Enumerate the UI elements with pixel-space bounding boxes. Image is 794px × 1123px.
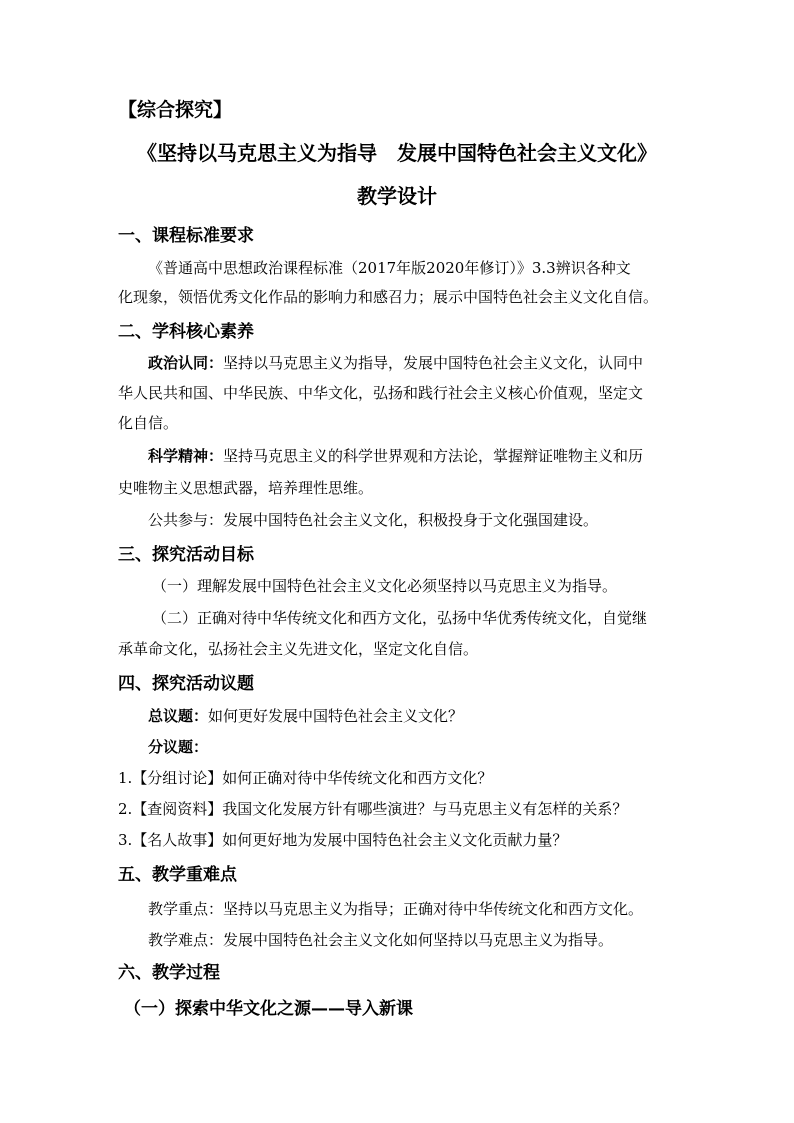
paragraph-line: 承革命文化，弘扬社会主义先进文化，坚定文化自信。 (118, 640, 479, 658)
literacy-label: 科学精神： (148, 447, 224, 465)
topic-total (148, 706, 463, 726)
literacy-item-participation (148, 510, 598, 530)
goal-item-2: （二）正确对待中华传统文化和西方文化，弘扬中华优秀传统文化，自觉继 (152, 609, 648, 627)
topic-sub-label: 分议题： (148, 738, 209, 756)
paragraph-line: 《普通高中思想政治课程标准（2017年版2020年修订）》3.3辨识各种文 (148, 259, 631, 277)
literacy-label: 政治认同： (148, 354, 224, 372)
literacy-text: 发展中国特色社会主义文化，积极投身于文化强国建设。 (223, 511, 599, 529)
subtopic-1: 1.【分组讨论】如何正确对待中华传统文化和西方文化？ (118, 769, 493, 787)
paragraph-line: 华人民共和国、中华民族、中华文化，弘扬和践行社会主义核心价值观，坚定文 (118, 384, 644, 402)
literacy-label: 公共参与： (148, 511, 224, 529)
section-heading-6: 六、教学过程 (118, 963, 220, 983)
process-subheading-1: （一）探索中华文化之源——导入新课 (124, 999, 413, 1019)
literacy-item-political (148, 353, 643, 373)
teaching-hard-point: 教学难点：发展中国特色社会主义文化如何坚持以马克思主义为指导。 (148, 931, 614, 949)
literacy-text: 坚持以马克思主义为指导，发展中国特色社会主义文化，认同中 (223, 354, 644, 372)
section-heading-1: 一、课程标准要求 (118, 226, 254, 246)
doc-title-line1: 《坚持以马克思主义为指导 发展中国特色社会主义文化》 (137, 141, 657, 165)
section-heading-3: 三、探究活动目标 (118, 545, 254, 565)
paragraph-line: 化现象，领悟优秀文化作品的影响力和感召力；展示中国特色社会主义文化自信。 (118, 288, 659, 306)
topic-total-text: 如何更好发展中国特色社会主义文化？ (208, 707, 464, 725)
paragraph-line: 史唯物主义思想武器，培养理性思维。 (118, 479, 374, 497)
section-heading-5: 五、教学重难点 (118, 865, 237, 885)
section-heading-2: 二、学科核心素养 (118, 322, 254, 342)
topic-total-label: 总议题： (148, 707, 209, 725)
goal-item-1: （一）理解发展中国特色社会主义文化必须坚持以马克思主义为指导。 (152, 577, 618, 595)
literacy-text: 坚持马克思主义的科学世界观和方法论，掌握辩证唯物主义和历 (223, 447, 644, 465)
subtopic-3: 3.【名人故事】如何更好地为发展中国特色社会主义文化贡献力量？ (118, 831, 568, 849)
doc-title-line2: 教学设计 (357, 184, 437, 208)
paragraph-line: 化自信。 (118, 414, 179, 432)
literacy-item-science (148, 446, 643, 466)
subtopic-2: 2.【查阅资料】我国文化发展方针有哪些演进？与马克思主义有怎样的关系？ (118, 800, 628, 818)
section-heading-4: 四、探究活动议题 (118, 674, 254, 694)
teaching-key-point: 教学重点：坚持以马克思主义为指导；正确对待中华传统文化和西方文化。 (148, 900, 644, 918)
doc-tag: 【综合探究】 (118, 99, 233, 121)
